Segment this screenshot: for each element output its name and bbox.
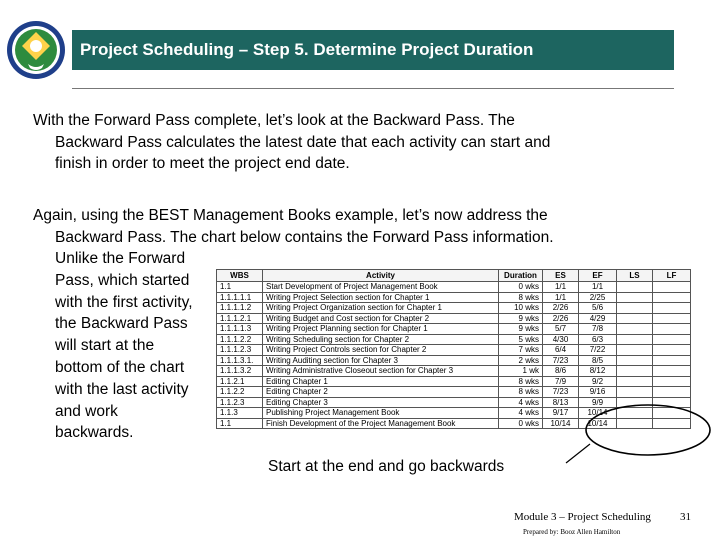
side-text-line: backwards. — [55, 424, 134, 442]
cell-duration: 8 wks — [499, 387, 543, 398]
side-text-line: Pass, which started — [55, 271, 190, 289]
cell-duration: 1 wk — [499, 366, 543, 377]
cell-activity: Writing Budget and Cost section for Chapter 2 — [263, 313, 499, 324]
cell-ef: 8/12 — [579, 366, 617, 377]
cell-es: 1/1 — [543, 292, 579, 303]
cell-activity: Publishing Project Management Book — [263, 408, 499, 419]
cell-duration: 0 wks — [499, 282, 543, 293]
cell-activity: Editing Chapter 2 — [263, 387, 499, 398]
cell-duration: 4 wks — [499, 397, 543, 408]
cell-ef: 9/16 — [579, 387, 617, 398]
col-header-wbs: WBS — [217, 270, 263, 282]
cell-wbs: 1.1.1.3.2 — [217, 366, 263, 377]
cell-ef: 10/14 — [579, 408, 617, 419]
cell-duration: 9 wks — [499, 324, 543, 335]
cell-wbs: 1.1.1.2.2 — [217, 334, 263, 345]
cell-es: 5/7 — [543, 324, 579, 335]
paragraph-line: Backward Pass. The chart below contains the Forward Pass information. — [55, 228, 554, 246]
col-header-ls: LS — [617, 270, 653, 282]
cell-activity: Editing Chapter 1 — [263, 376, 499, 387]
side-text-line: will start at the — [55, 337, 155, 355]
col-header-lf: LF — [653, 270, 691, 282]
cell-es: 8/6 — [543, 366, 579, 377]
cell-ef: 9/2 — [579, 376, 617, 387]
cell-ef: 4/29 — [579, 313, 617, 324]
cell-ef: 9/9 — [579, 397, 617, 408]
cell-es: 1/1 — [543, 282, 579, 293]
side-text-line: bottom of the chart — [55, 358, 185, 376]
cell-ef: 7/22 — [579, 345, 617, 356]
cell-wbs: 1.1.1.1.1 — [217, 292, 263, 303]
paragraph-line: Again, using the BEST Management Books example, let’s now address the — [33, 207, 548, 224]
col-header-es: ES — [543, 270, 579, 282]
cell-duration: 9 wks — [499, 313, 543, 324]
footer-module: Module 3 – Project Scheduling — [514, 511, 651, 523]
cell-ef: 10/14 — [579, 418, 617, 429]
cell-activity: Writing Project Controls section for Chapter 2 — [263, 345, 499, 356]
cell-duration: 0 wks — [499, 418, 543, 429]
slide-title: Project Scheduling – Step 5. Determine Project Duration — [72, 30, 674, 70]
cell-activity: Writing Auditing section for Chapter 3 — [263, 355, 499, 366]
cell-wbs: 1.1.1.2.1 — [217, 313, 263, 324]
cell-wbs: 1.1.1.2.3 — [217, 345, 263, 356]
col-header-ef: EF — [579, 270, 617, 282]
side-text-line: with the first activity, — [55, 293, 193, 311]
side-text-line: and work — [55, 402, 118, 420]
cell-duration: 5 wks — [499, 334, 543, 345]
cell-ef: 7/8 — [579, 324, 617, 335]
paragraph-line: finish in order to meet the project end date. — [55, 155, 350, 172]
cell-ef: 5/6 — [579, 303, 617, 314]
footer-credit: Prepared by: Booz Allen Hamilton — [523, 528, 621, 536]
cell-activity: Writing Project Selection section for Chapter 1 — [263, 292, 499, 303]
cell-ef: 8/5 — [579, 355, 617, 366]
cell-wbs: 1.1.2.2 — [217, 387, 263, 398]
paragraph-line: With the Forward Pass complete, let’s look at the Backward Pass. The — [33, 112, 515, 129]
cell-es: 7/9 — [543, 376, 579, 387]
cell-ef: 1/1 — [579, 282, 617, 293]
cell-wbs: 1.1.1.1.3 — [217, 324, 263, 335]
cell-es: 9/17 — [543, 408, 579, 419]
side-text-line: Unlike the Forward — [55, 250, 186, 267]
cell-duration: 10 wks — [499, 303, 543, 314]
side-text-line: with the last activity — [55, 380, 189, 398]
cell-es: 2/26 — [543, 313, 579, 324]
page-number: 31 — [680, 511, 691, 523]
cell-wbs: 1.1.2.3 — [217, 397, 263, 408]
cell-activity: Finish Development of the Project Management Book — [263, 418, 499, 429]
cell-duration: 8 wks — [499, 376, 543, 387]
cell-es: 10/14 — [543, 418, 579, 429]
cell-es: 4/30 — [543, 334, 579, 345]
cell-activity: Writing Administrative Closeout section for Chapter 3 — [263, 366, 499, 377]
cell-duration: 4 wks — [499, 408, 543, 419]
col-header-duration: Duration — [499, 270, 543, 282]
cell-es: 6/4 — [543, 345, 579, 356]
cell-wbs: 1.1 — [217, 282, 263, 293]
cell-es: 2/26 — [543, 303, 579, 314]
cell-wbs: 1.1.3 — [217, 408, 263, 419]
highlight-pointer-line — [566, 444, 590, 463]
cell-activity: Editing Chapter 3 — [263, 397, 499, 408]
cell-duration: 7 wks — [499, 345, 543, 356]
cell-activity: Writing Project Planning section for Chapter 1 — [263, 324, 499, 335]
cell-activity: Writing Scheduling section for Chapter 2 — [263, 334, 499, 345]
cell-es: 7/23 — [543, 355, 579, 366]
highlight-oval — [586, 405, 710, 455]
cell-duration: 2 wks — [499, 355, 543, 366]
side-text-line: the Backward Pass — [55, 315, 188, 333]
cell-ef: 2/25 — [579, 292, 617, 303]
annotation-caption: Start at the end and go backwards — [268, 458, 505, 475]
cell-es: 8/13 — [543, 397, 579, 408]
cell-activity: Writing Project Organization section for Chapter 1 — [263, 303, 499, 314]
cell-es: 7/23 — [543, 387, 579, 398]
cell-wbs: 1.1 — [217, 418, 263, 429]
cell-wbs: 1.1.1.1.2 — [217, 303, 263, 314]
col-header-activity: Activity — [263, 270, 499, 282]
paragraph-line: Backward Pass calculates the latest date that each activity can start and — [55, 133, 551, 151]
cell-ef: 6/3 — [579, 334, 617, 345]
cell-wbs: 1.1.1.3.1. — [217, 355, 263, 366]
cell-wbs: 1.1.2.1 — [217, 376, 263, 387]
cell-activity: Start Development of Project Management Book — [263, 282, 499, 293]
cell-duration: 8 wks — [499, 292, 543, 303]
